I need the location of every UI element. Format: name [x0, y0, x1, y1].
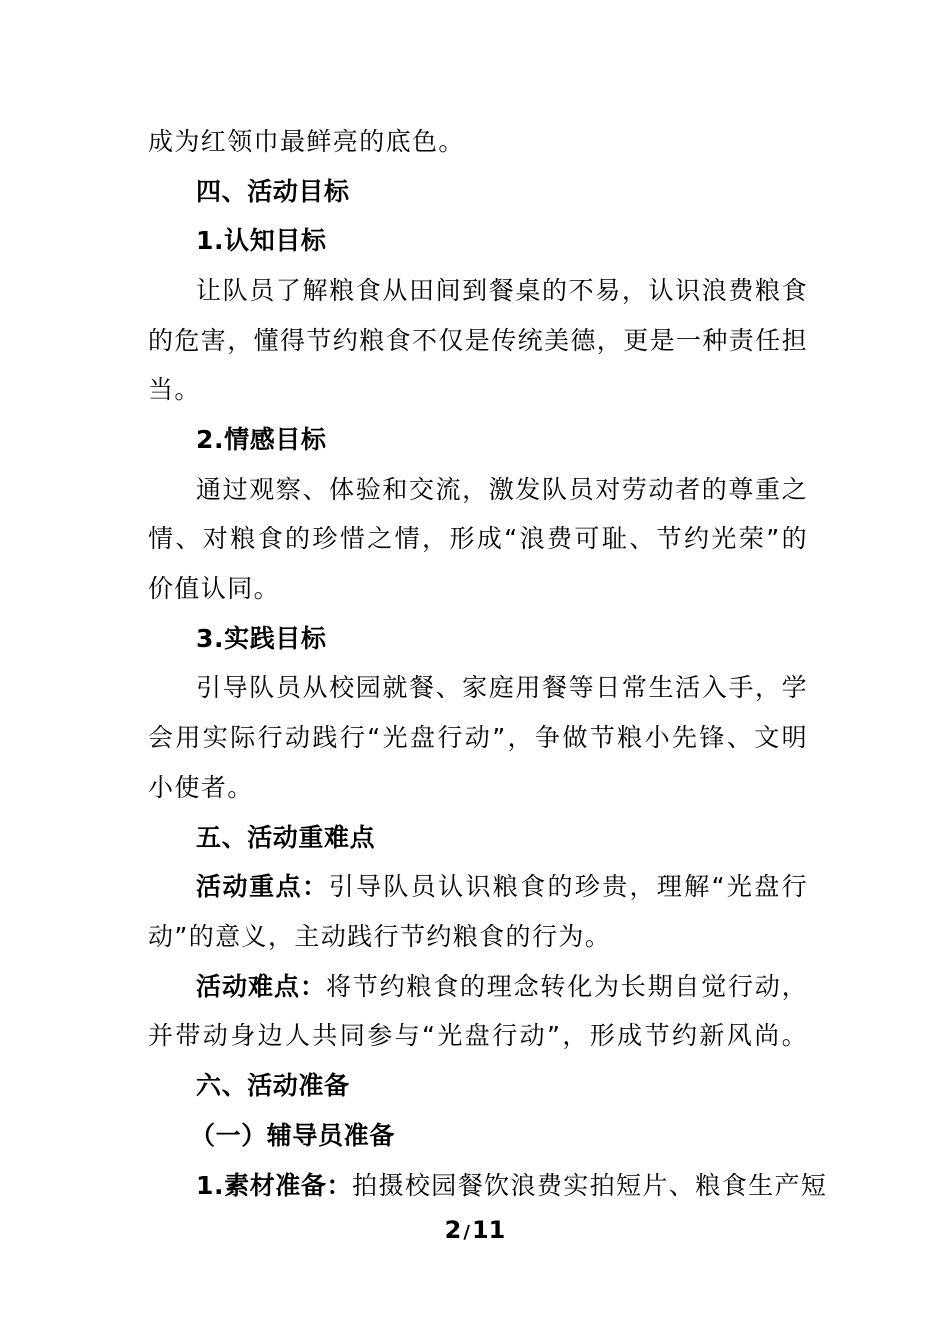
key-point-label: 活动重点： — [196, 872, 329, 901]
body-line: 引导队员从校园就餐、家庭用餐等日常生活入手，学 — [196, 673, 808, 702]
body-line: 让队员了解粮食从田间到餐桌的不易，认识浪费粮食 — [196, 276, 808, 305]
section-heading-goals: 四、活动目标 — [196, 177, 350, 206]
section-heading-key-points: 五、活动重难点 — [196, 823, 376, 852]
body-line: 的危害，懂得节约粮食不仅是传统美德，更是一种责任担 — [148, 326, 809, 355]
body-line: 情、对粮食的珍惜之情，形成“浪费可耻、节约光荣”的 — [148, 524, 808, 553]
difficulty-text: 将节约粮食的理念转化为长期自觉行动， — [326, 972, 808, 1001]
subheading-practice-goal: 3.实践目标 — [196, 624, 327, 653]
body-line: 小使者。 — [148, 773, 254, 802]
body-line: 当。 — [148, 375, 201, 404]
section-heading-preparation: 六、活动准备 — [196, 1071, 350, 1100]
material-prep-line — [196, 1168, 828, 1204]
subheading-emotional-goal: 2.情感目标 — [196, 425, 327, 454]
difficulty-label: 活动难点： — [196, 972, 326, 1001]
subheading-counselor-prep: （一）辅导员准备 — [190, 1121, 395, 1150]
key-point-line — [196, 869, 808, 905]
material-prep-label: 1.素材准备： — [196, 1171, 353, 1200]
body-line: 会用实际行动践行“光盘行动”，争做节粮小先锋、文明 — [148, 723, 808, 752]
body-line: 并带动身边人共同参与“光盘行动”，形成节约新风尚。 — [148, 1021, 808, 1050]
page-total: 11 — [471, 1216, 506, 1244]
body-line: 动”的意义，主动践行节约粮食的行为。 — [148, 922, 612, 951]
page-number — [0, 1214, 950, 1249]
body-line: 通过观察、体验和交流，激发队员对劳动者的尊重之 — [196, 475, 808, 504]
body-line: 价值认同。 — [148, 574, 281, 603]
key-point-text: 引导队员认识粮食的珍贵，理解“光盘行 — [328, 872, 808, 901]
subheading-cognitive-goal: 1.认知目标 — [196, 226, 327, 255]
page-separator: / — [463, 1222, 470, 1243]
page-current: 2 — [444, 1216, 462, 1244]
material-prep-text: 拍摄校园餐饮浪费实拍短片、粮食生产短 — [352, 1171, 828, 1200]
body-line: 成为红领巾最鲜亮的底色。 — [148, 127, 465, 156]
difficulty-line — [196, 969, 808, 1005]
